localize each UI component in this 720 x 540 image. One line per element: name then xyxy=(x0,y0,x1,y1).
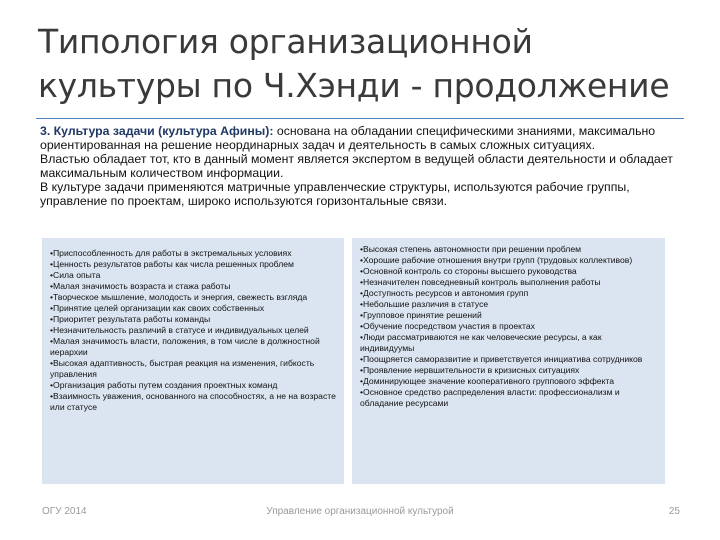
list-item: •Малая значимость власти, положения, в том числе в должностной иерархии xyxy=(50,336,320,357)
footer-course-title: Управление организационной культурой xyxy=(266,506,454,517)
list-item: •Небольшие различия в статусе xyxy=(360,299,489,309)
right-features-box xyxy=(352,238,665,484)
list-item: •Малая значимость возраста и стажа работы xyxy=(50,281,231,291)
list-item: •Ценность результатов работы как числа решенных проблем xyxy=(50,259,294,269)
slide-title: Типология организационной культуры по Ч.Хэнди - продолжение xyxy=(38,22,670,105)
intro-paragraph-1 xyxy=(40,124,690,152)
list-item: •Приспособленность для работы в экстремальных условиях xyxy=(50,248,292,258)
list-item: •Высокая адаптивность, быстрая реакция на изменения, гибкость управления xyxy=(50,358,315,379)
list-item: •Обучение посредством участия в проектах xyxy=(360,321,535,331)
intro-p1-text: основана на обладании специфическими знаниями, максимально ориентированная на решение неординарных задач и деятельность в самых сложных ситуациях. xyxy=(40,124,656,152)
list-item: •Групповое принятие решений xyxy=(360,310,482,320)
intro-paragraph-3: В культуре задачи применяются матричные управленческие структуры, используются рабочие группы, управление по проектам, широко используются горизонтальные связи. xyxy=(40,180,630,208)
intro-paragraph-2: Властью обладает тот, кто в данный момент является экспертом в ведущей области деятельности и обладает максимальным количеством информации. xyxy=(40,152,673,180)
list-item: •Доступность ресурсов и автономия групп xyxy=(360,288,529,298)
title-divider xyxy=(36,118,684,119)
list-item: •Сила опыта xyxy=(50,270,101,280)
right-features-list xyxy=(360,244,657,409)
list-item: •Приоритет результата работы команды xyxy=(50,314,211,324)
list-item: •Принятие целей организации как своих собственных xyxy=(50,303,265,313)
list-item: •Проявление нервшительности в кризисных ситуациях xyxy=(360,365,580,375)
list-item: •Взаимность уважения, основанного на способностях, а не на возрасте или статусе xyxy=(50,391,336,412)
list-item: •Поощряется саморазвитие и приветствуется инициатива сотрудников xyxy=(360,354,643,364)
list-item: •Незначителен повседневный контроль выполнения работы xyxy=(360,277,601,287)
intro-lead: 3. Культура задачи (культура Афины): xyxy=(40,124,274,138)
list-item: •Основное средство распределения власти: профессионализм и обладание ресурсами xyxy=(360,387,620,408)
list-item: •Организация работы путем создания проектных команд xyxy=(50,380,278,390)
list-item: •Основной контроль со стороны высшего руководства xyxy=(360,266,577,276)
list-item: •Люди рассматриваются не как человеческие ресурсы, а как индивидуумы xyxy=(360,332,602,353)
list-item: •Творческое мышление, молодость и энергия, свежесть взгляда xyxy=(50,292,308,302)
list-item: •Незначительность различий в статусе и индивидуальных целей xyxy=(50,325,309,335)
left-features-box xyxy=(42,238,344,484)
left-features-list xyxy=(50,248,336,413)
page-number: 25 xyxy=(668,506,680,517)
footer-organization: ОГУ 2014 xyxy=(42,506,87,517)
list-item: •Высокая степень автономности при решении проблем xyxy=(360,244,582,254)
list-item: •Хорошие рабочие отношения внутри групп (трудовых коллективов) xyxy=(360,255,633,265)
list-item: •Доминирующее значение кооперативного группового эффекта xyxy=(360,376,615,386)
intro-text xyxy=(40,124,690,208)
